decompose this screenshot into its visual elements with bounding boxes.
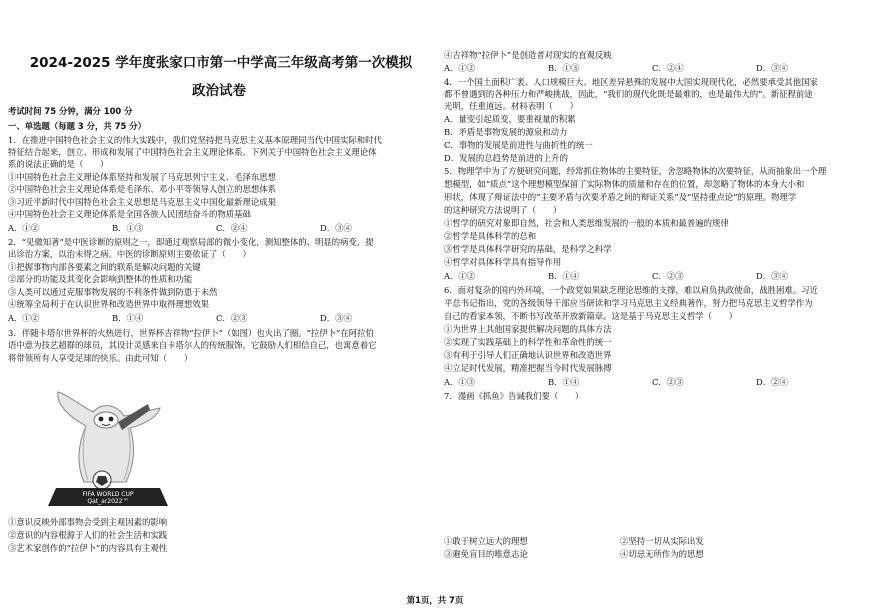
option-b[interactable]: B．①③ <box>548 63 580 73</box>
q3-item: ②意识的内容根源于人们的社会生活和实践 <box>8 530 168 540</box>
q6-stem: 平总书记指出，党的各级领导干部应当研读和学习马克思主义经典著作，努力把马克思主义哲学作为 <box>444 298 813 308</box>
q1-item: ④中国特色社会主义理论体系是全国各族人民团结奋斗的物质基础 <box>8 209 251 219</box>
q4-stem: 4．一个国土面积广袤、人口规模巨大、地区差异悬殊的发展中大国实现现代化，必然要承受其他国家 <box>444 77 818 87</box>
q6-item: ③有利于引导人们正确地认识世界和改造世界 <box>444 350 612 360</box>
q1-stem: 1．在推进中国特色社会主义的伟大实践中，我们党坚持把马克思主义基本原理同当代中国实际和时代 <box>8 135 382 145</box>
q7-stem: 7．漫画《抓鱼》告诫我们要（ ） <box>444 391 584 401</box>
option-a[interactable]: A．量变引起质变，要重视量的积累 <box>444 114 576 124</box>
q3-stem: 语中意为技艺超群的球员，其设计灵感来自卡塔尔人的传统服饰，它鼓励人们相信自己，也寓意着它 <box>8 340 377 350</box>
page-footer: 第1页，共 7页 <box>406 595 464 605</box>
q5-stem: 形状，体现了辩证法中的“主要矛盾与次要矛盾之间的辩证关系”及“坚持重点论”的原理。物理学 <box>444 192 797 202</box>
q1-item: ②中国特色社会主义理论体系是毛泽东、邓小平等领导人创立的思想体系 <box>8 184 276 194</box>
q6-item: ②实现了实践基础上的科学性和革命性的统一 <box>444 337 612 347</box>
q6-stem: 6．面对复杂的国内外环境，一个政党如果缺乏理论思维的支撑，难以肩负执政使命，战胜困难。习近 <box>444 285 818 295</box>
option-a[interactable]: A．①② <box>444 63 476 73</box>
option-b[interactable]: B．①④ <box>548 271 580 281</box>
q3-item: ③艺术家创作的“拉伊卜”的内容具有主观性 <box>8 543 168 553</box>
q7-item: ①敢于树立远大的理想 <box>444 536 528 546</box>
option-d[interactable]: D．③④ <box>756 63 788 73</box>
q5-stem: 想模型，如“质点”这个理想模型保留了实际物体的质量和存在的位置，却忽略了物体的本身大小和 <box>444 179 805 189</box>
q5-options <box>444 270 860 282</box>
option-a[interactable]: A．①② <box>444 271 476 281</box>
q3-options <box>444 62 860 74</box>
q7-item: ④切忌无所作为的思想 <box>620 549 704 559</box>
q6-stem: 自己的看家本领，不断书写改革开放新篇章。这是基于马克思主义哲学（ ） <box>444 311 738 321</box>
option-b[interactable]: B．①④ <box>112 313 144 323</box>
option-c[interactable]: C．②③ <box>652 377 684 387</box>
q7-items <box>444 548 796 560</box>
mascot-image <box>38 384 188 512</box>
option-b[interactable]: B．①④ <box>548 377 580 387</box>
q2-stem: 出诊治方案，以治未得之病。中医的诊断原则主要依证了（ ） <box>8 249 251 259</box>
option-b[interactable]: B．①③ <box>112 223 144 233</box>
q6-options <box>444 376 860 388</box>
q6-item: ④立足时代发展，精准把握当今时代发展脉搏 <box>444 363 612 373</box>
option-c[interactable]: C．②④ <box>216 223 248 233</box>
q4-stem: 光明，任重道远。材料表明（ ） <box>444 101 578 111</box>
option-d[interactable]: D．③④ <box>756 271 788 281</box>
q5-stem: 的这种研究方法说明了（ ） <box>444 205 562 215</box>
q7-item: ②坚持一切从实际出发 <box>620 536 704 546</box>
option-b[interactable]: B．矛盾是事物发展的源泉和动力 <box>444 127 568 137</box>
q1-stem: 系的说法正确的是（ ） <box>8 159 109 169</box>
section-heading: 一、单选题（每题 3 分，共 75 分） <box>8 121 147 131</box>
q2-options <box>8 312 424 324</box>
q1-stem: 特征结合起来，创立、形成和发展了中国特色社会主义理论体系。下列关于中国特色社会主义理论体 <box>8 147 377 157</box>
option-c[interactable]: C．②③ <box>652 271 684 281</box>
option-d[interactable]: D．③④ <box>320 313 352 323</box>
q6-item: ①为世界上其他国家提供解决问题的具体方法 <box>444 324 612 334</box>
q2-item: ④统筹全局利于在认识世界和改造世界中取得理想效果 <box>8 299 209 309</box>
q4-stem: 都不曾遇到的各种压力和严峻挑战，因此，“我们的现代化既是最难的，也是最伟大的”。新征程前途 <box>444 89 813 99</box>
option-a[interactable]: A．①② <box>8 313 40 323</box>
q2-item: ②部分的功能及其变化会影响到整体的性质和功能 <box>8 274 193 284</box>
q3-stem: 3．伴随卡塔尔世界杯的火热进行，世界杯吉祥物“拉伊卜”（如图）也火出了圈。“拉伊卜”在阿拉伯 <box>8 328 374 338</box>
q3-item: ①意识反映外部事物会受到主观因素的影响 <box>8 517 168 527</box>
q1-item: ①中国特色社会主义理论体系坚持和发展了马克思列宁主义、毛泽东思想 <box>8 172 276 182</box>
option-c[interactable]: C．②④ <box>652 63 684 73</box>
exam-info: 考试时间 75 分钟，满分 100 分 <box>8 106 133 116</box>
q3-stem: 将带领所有人享受足球的快乐。由此可知（ ） <box>8 353 193 363</box>
exam-title: 2024-2025 学年度张家口市第一中学高三年级高考第一次模拟 <box>29 55 413 71</box>
q5-stem: 5．物理学中为了方便研究问题，经常抓住物体的主要特征，舍忽略物体的次要特征，从而抽象出一个理 <box>444 166 827 176</box>
q3-item: ④吉祥物“拉伊卜”是创造者对现实的直观反映 <box>444 50 612 60</box>
q1-item: ③习近平新时代中国特色社会主义思想是马克思主义中国化最新理论成果 <box>8 197 276 207</box>
q2-stem: 2．“见微知著”是中医诊断的原则之一，即通过观察局部的微小变化，测知整体的、明显的病变，提 <box>8 237 374 247</box>
option-d[interactable]: D．发展的总趋势是前进的上升的 <box>444 153 568 163</box>
option-c[interactable]: C．事物的发展是前进性与曲折性的统一 <box>444 140 593 150</box>
q1-options <box>8 222 424 234</box>
q5-item: ②哲学是具体科学的总和 <box>444 231 537 241</box>
option-a[interactable]: A．①③ <box>444 377 476 387</box>
base-label: FIFA WORLD CUP <box>82 491 134 498</box>
q7-item: ③避免盲目的唯意志论 <box>444 549 528 559</box>
q7-items <box>444 535 796 547</box>
base-label: Qat_ar2022™ <box>87 498 129 505</box>
option-a[interactable]: A．①② <box>8 223 40 233</box>
option-d[interactable]: D．②④ <box>756 377 788 387</box>
q5-item: ①哲学的研究对象即自然，社会和人类思维发展的一般的本质和最普遍的规律 <box>444 218 729 228</box>
option-c[interactable]: C．②③ <box>216 313 248 323</box>
q2-item: ①把握事物内部各要素之间的联系是解决问题的关键 <box>8 262 201 272</box>
option-d[interactable]: D．③④ <box>320 223 352 233</box>
q5-item: ④哲学对具体科学具有指导作用 <box>444 257 562 267</box>
exam-subject: 政治试卷 <box>192 83 246 99</box>
q5-item: ③哲学是具体科学研究的基础，是科学之科学 <box>444 244 612 254</box>
q2-item: ③人类可以通过克服事物发展的不利条件做到防患于未然 <box>8 287 218 297</box>
